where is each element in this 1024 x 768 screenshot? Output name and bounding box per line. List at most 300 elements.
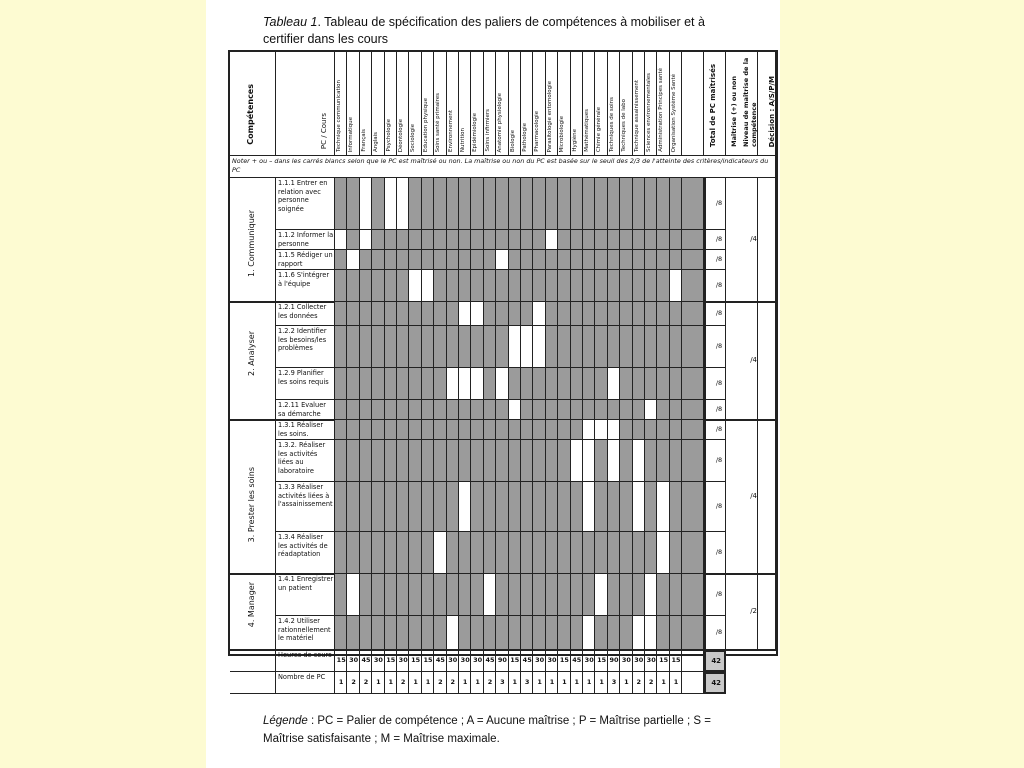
decision-cell[interactable] bbox=[758, 178, 776, 302]
mastery-input-cell[interactable] bbox=[471, 368, 483, 400]
row-total-value: /8 bbox=[715, 425, 723, 433]
shaded-cell bbox=[571, 270, 583, 302]
row-total-value: /8 bbox=[715, 379, 723, 387]
shaded-cell bbox=[521, 532, 533, 574]
summary-value-cell bbox=[397, 672, 409, 694]
shaded-cell bbox=[347, 400, 359, 420]
legend-text: : PC = Palier de compétence ; A = Aucune maîtrise ; P = Maîtrise partielle ; S = Maîtrise satisfaisante ; M = Maîtrise maximale. bbox=[263, 715, 711, 745]
summary-value: 15 bbox=[411, 656, 421, 664]
mastery-input-cell[interactable] bbox=[484, 574, 496, 616]
shaded-cell bbox=[471, 400, 483, 420]
summary-value: 30 bbox=[349, 656, 359, 664]
decision-header bbox=[758, 52, 776, 156]
shaded-cell bbox=[397, 230, 409, 250]
course-header-label: Biologie bbox=[509, 130, 516, 152]
mastery-input-cell[interactable] bbox=[360, 178, 372, 230]
decision-cell[interactable] bbox=[758, 302, 776, 420]
shaded-cell bbox=[434, 178, 446, 230]
mastery-input-cell[interactable] bbox=[546, 230, 558, 250]
shaded-cell bbox=[409, 440, 421, 482]
shaded-cell bbox=[397, 482, 409, 532]
mastery-input-cell[interactable] bbox=[608, 420, 620, 440]
pc-row-label bbox=[276, 178, 335, 230]
shaded-cell bbox=[447, 400, 459, 420]
mastery-input-cell[interactable] bbox=[509, 400, 521, 420]
summary-value: 1 bbox=[413, 678, 418, 686]
shaded-cell bbox=[496, 400, 508, 420]
shaded-cell bbox=[409, 178, 421, 230]
competence-group-label bbox=[230, 574, 276, 650]
course-header-label: Education physique bbox=[422, 97, 429, 152]
shaded-cell bbox=[620, 400, 632, 420]
competence-total-value: /2 bbox=[750, 607, 757, 615]
shaded-cell bbox=[558, 368, 570, 400]
shaded-cell bbox=[360, 574, 372, 616]
mastery-input-cell[interactable] bbox=[347, 574, 359, 616]
mastery-input-cell[interactable] bbox=[360, 230, 372, 250]
summary-value: 1 bbox=[512, 678, 518, 686]
shaded-cell bbox=[335, 482, 347, 532]
row-total-value: /8 bbox=[715, 255, 723, 263]
shaded-cell bbox=[521, 400, 533, 420]
mastery-input-cell[interactable] bbox=[583, 440, 595, 482]
shaded-cell bbox=[558, 532, 570, 574]
summary-value: 30 bbox=[584, 656, 594, 664]
shaded-cell bbox=[422, 532, 434, 574]
summary-value-cell bbox=[372, 672, 384, 694]
shaded-cell bbox=[509, 440, 521, 482]
shaded-cell bbox=[496, 440, 508, 482]
shaded-cell bbox=[422, 574, 434, 616]
specification-table bbox=[228, 50, 778, 687]
course-header bbox=[385, 52, 397, 156]
row-total-cell bbox=[704, 230, 726, 250]
pc-label-text: 1.3.1 Réaliser les soins. bbox=[278, 421, 324, 438]
mastery-input-cell[interactable] bbox=[397, 178, 409, 230]
shaded-cell bbox=[422, 178, 434, 230]
shaded-cell bbox=[335, 616, 347, 650]
shaded-cell bbox=[347, 482, 359, 532]
course-header bbox=[360, 52, 372, 156]
summary-value: 30 bbox=[373, 656, 383, 664]
shaded-cell bbox=[558, 482, 570, 532]
mastery-input-cell[interactable] bbox=[496, 250, 508, 270]
row-total-cell bbox=[704, 400, 726, 420]
summary-value: 30 bbox=[634, 656, 644, 664]
shaded-cell bbox=[670, 368, 682, 400]
summary-value-cell bbox=[471, 650, 483, 672]
summary-value-cell bbox=[657, 672, 669, 694]
shaded-cell bbox=[471, 326, 483, 368]
shaded-cell bbox=[533, 250, 545, 270]
shaded-cell bbox=[509, 302, 521, 326]
mastery-input-cell[interactable] bbox=[422, 270, 434, 302]
row-total-cell bbox=[704, 368, 726, 400]
summary-value-cell bbox=[484, 650, 496, 672]
course-header-label: Anglais bbox=[373, 131, 380, 152]
shaded-cell bbox=[571, 302, 583, 326]
shaded-cell bbox=[558, 574, 570, 616]
mastery-input-cell[interactable] bbox=[409, 270, 421, 302]
shaded-cell bbox=[422, 230, 434, 250]
mastery-input-cell[interactable] bbox=[509, 326, 521, 368]
mastery-input-cell[interactable] bbox=[533, 302, 545, 326]
mastery-input-cell[interactable] bbox=[583, 420, 595, 440]
shaded-cell bbox=[360, 302, 372, 326]
shaded-cell bbox=[372, 532, 384, 574]
shaded-cell bbox=[633, 250, 645, 270]
shaded-cell bbox=[546, 616, 558, 650]
shaded-cell bbox=[372, 178, 384, 230]
row-total-cell bbox=[704, 482, 726, 532]
shaded-cell bbox=[558, 440, 570, 482]
course-header-label: Sciences environnementales bbox=[646, 73, 652, 152]
summary-value: 1 bbox=[673, 678, 679, 686]
course-header bbox=[459, 52, 471, 156]
summary-value: 1 bbox=[562, 678, 567, 686]
summary-value-cell bbox=[558, 650, 570, 672]
shaded-cell bbox=[682, 440, 704, 482]
mastery-input-cell[interactable] bbox=[434, 532, 446, 574]
shaded-cell bbox=[571, 616, 583, 650]
shaded-cell bbox=[484, 326, 496, 368]
shaded-cell bbox=[620, 368, 632, 400]
shaded-cell bbox=[509, 178, 521, 230]
instruction-note bbox=[230, 156, 776, 178]
shaded-cell bbox=[434, 574, 446, 616]
summary-value: 3 bbox=[500, 678, 505, 686]
shaded-cell bbox=[620, 178, 632, 230]
course-header bbox=[533, 52, 545, 156]
shaded-cell bbox=[657, 326, 669, 368]
mastery-input-cell[interactable] bbox=[471, 302, 483, 326]
shaded-cell bbox=[608, 532, 620, 574]
mastery-input-cell[interactable] bbox=[608, 440, 620, 482]
shaded-cell bbox=[670, 616, 682, 650]
pc-label-text: 1.4.1 Enregistrer un patient bbox=[278, 575, 334, 592]
mastery-input-cell[interactable] bbox=[459, 368, 471, 400]
shaded-cell bbox=[434, 440, 446, 482]
summary-value-cell bbox=[521, 650, 533, 672]
shaded-cell bbox=[447, 230, 459, 250]
shaded-cell bbox=[496, 482, 508, 532]
summary-value: 2 bbox=[636, 678, 642, 686]
course-header-label: Psychologie bbox=[385, 119, 392, 152]
shaded-cell bbox=[434, 326, 446, 368]
summary-value: 15 bbox=[671, 656, 681, 664]
summary-value-cell bbox=[521, 672, 533, 694]
shaded-cell bbox=[533, 178, 545, 230]
shaded-cell bbox=[583, 270, 595, 302]
mastery-input-cell[interactable] bbox=[496, 368, 508, 400]
summary-value: 2 bbox=[400, 678, 406, 686]
mastery-input-cell[interactable] bbox=[385, 178, 397, 230]
shaded-cell bbox=[620, 230, 632, 250]
summary-value-cell bbox=[558, 672, 570, 694]
mastery-header bbox=[726, 52, 758, 156]
summary-value: 1 bbox=[599, 678, 604, 686]
shaded-cell bbox=[496, 616, 508, 650]
shaded-cell bbox=[422, 440, 434, 482]
shaded-cell bbox=[484, 440, 496, 482]
shaded-cell bbox=[496, 270, 508, 302]
mastery-input-cell[interactable] bbox=[521, 326, 533, 368]
pc-row-label bbox=[276, 482, 335, 532]
mastery-input-cell[interactable] bbox=[459, 302, 471, 326]
summary-value: 90 bbox=[609, 656, 619, 664]
shaded-cell bbox=[595, 400, 607, 420]
mastery-input-cell[interactable] bbox=[335, 230, 347, 250]
mastery-input-cell[interactable] bbox=[583, 616, 595, 650]
instruction-note-text: Noter + ou – dans les carrés blancs selon que le PC est maîtrisé ou non. La maîtrise ou non du PC est basée sur le seuil des 2/3 de l'atteinte des critères/indicateurs du PC bbox=[232, 157, 769, 174]
mastery-input-cell[interactable] bbox=[459, 482, 471, 532]
shaded-cell bbox=[633, 532, 645, 574]
shaded-cell bbox=[645, 270, 657, 302]
shaded-cell bbox=[670, 420, 682, 440]
shaded-cell bbox=[608, 326, 620, 368]
summary-value-cell bbox=[335, 672, 347, 694]
shaded-cell bbox=[422, 400, 434, 420]
mastery-input-cell[interactable] bbox=[583, 482, 595, 532]
shaded-cell bbox=[533, 440, 545, 482]
summary-blank-cell bbox=[682, 672, 704, 694]
shaded-cell bbox=[372, 302, 384, 326]
course-header-label: Sociologie bbox=[410, 123, 417, 152]
mastery-input-cell[interactable] bbox=[447, 368, 459, 400]
legend-label: Légende bbox=[263, 715, 308, 727]
shaded-cell bbox=[620, 532, 632, 574]
shaded-cell bbox=[471, 574, 483, 616]
shaded-cell bbox=[335, 574, 347, 616]
pc-row-label bbox=[276, 270, 335, 302]
row-total-cell bbox=[704, 440, 726, 482]
shaded-cell bbox=[409, 302, 421, 326]
shaded-cell bbox=[471, 178, 483, 230]
summary-total-cell bbox=[704, 650, 726, 672]
mastery-input-cell[interactable] bbox=[645, 400, 657, 420]
competence-name: 1. Communiquer bbox=[247, 210, 256, 277]
shaded-cell bbox=[459, 616, 471, 650]
shaded-cell bbox=[620, 574, 632, 616]
shaded-cell bbox=[533, 420, 545, 440]
shaded-cell bbox=[682, 400, 704, 420]
shaded-cell bbox=[682, 302, 704, 326]
shaded-cell bbox=[447, 178, 459, 230]
shaded-cell bbox=[409, 420, 421, 440]
shaded-cell bbox=[397, 574, 409, 616]
summary-value: 1 bbox=[624, 678, 629, 686]
mastery-input-cell[interactable] bbox=[571, 440, 583, 482]
shaded-cell bbox=[521, 250, 533, 270]
shaded-cell bbox=[434, 420, 446, 440]
shaded-cell bbox=[447, 250, 459, 270]
shaded-cell bbox=[459, 440, 471, 482]
mastery-input-cell[interactable] bbox=[645, 616, 657, 650]
summary-blank-cell bbox=[682, 650, 704, 672]
summary-blank-cell bbox=[230, 672, 276, 694]
summary-value-cell bbox=[360, 650, 372, 672]
pc-label-text: 1.4.2 Utiliser rationnellement le matériel bbox=[278, 617, 331, 642]
course-header bbox=[633, 52, 645, 156]
shaded-cell bbox=[620, 302, 632, 326]
mastery-input-cell[interactable] bbox=[633, 440, 645, 482]
pc-label-text: 1.2.9 Planifier les soins requis bbox=[278, 369, 329, 386]
shaded-cell bbox=[670, 250, 682, 270]
shaded-cell bbox=[558, 270, 570, 302]
shaded-cell bbox=[645, 326, 657, 368]
summary-value-cell bbox=[595, 650, 607, 672]
shaded-cell bbox=[484, 482, 496, 532]
mastery-input-cell[interactable] bbox=[633, 616, 645, 650]
mastery-input-cell[interactable] bbox=[595, 574, 607, 616]
shaded-cell bbox=[360, 616, 372, 650]
shaded-cell bbox=[447, 270, 459, 302]
shaded-cell bbox=[583, 574, 595, 616]
shaded-cell bbox=[546, 420, 558, 440]
shaded-cell bbox=[608, 178, 620, 230]
course-header bbox=[509, 52, 521, 156]
course-header bbox=[422, 52, 434, 156]
pc-label-text: 1.1.6 S'intégrer à l'équipe bbox=[278, 271, 330, 288]
summary-value-cell bbox=[533, 672, 545, 694]
shaded-cell bbox=[385, 532, 397, 574]
shaded-cell bbox=[372, 482, 384, 532]
shaded-cell bbox=[521, 616, 533, 650]
summary-value: 2 bbox=[648, 678, 654, 686]
shaded-cell bbox=[546, 574, 558, 616]
shaded-cell bbox=[372, 368, 384, 400]
row-total-value: /8 bbox=[715, 405, 723, 413]
mastery-input-cell[interactable] bbox=[347, 250, 359, 270]
summary-total-value: 42 bbox=[711, 679, 722, 687]
pc-row-label bbox=[276, 440, 335, 482]
summary-value-cell bbox=[583, 650, 595, 672]
shaded-cell bbox=[521, 574, 533, 616]
shaded-cell bbox=[409, 574, 421, 616]
shaded-cell bbox=[484, 302, 496, 326]
shaded-cell bbox=[422, 616, 434, 650]
pc-row-label bbox=[276, 302, 335, 326]
mastery-input-cell[interactable] bbox=[608, 368, 620, 400]
summary-value-cell bbox=[509, 672, 521, 694]
course-header-label: Technique communication bbox=[336, 80, 342, 152]
mastery-input-cell[interactable] bbox=[533, 326, 545, 368]
course-header-label: Epidémiologie bbox=[472, 113, 479, 152]
row-total-value: /8 bbox=[715, 628, 723, 636]
shaded-cell bbox=[620, 420, 632, 440]
shaded-cell bbox=[459, 326, 471, 368]
shaded-cell bbox=[484, 178, 496, 230]
shaded-cell bbox=[645, 302, 657, 326]
summary-value: 30 bbox=[535, 656, 545, 664]
course-header-label: Technique assainissement bbox=[633, 80, 640, 152]
summary-value: 45 bbox=[572, 656, 582, 664]
summary-value-cell bbox=[608, 672, 620, 694]
pc-label-text: 1.3.3 Réaliser activités liées à l'assainissement bbox=[278, 483, 333, 508]
shaded-cell bbox=[521, 178, 533, 230]
shaded-cell bbox=[434, 250, 446, 270]
shaded-cell bbox=[558, 420, 570, 440]
shaded-cell bbox=[533, 574, 545, 616]
shaded-cell bbox=[521, 482, 533, 532]
pc-row-label bbox=[276, 400, 335, 420]
shaded-cell bbox=[471, 616, 483, 650]
summary-value: 15 bbox=[386, 656, 396, 664]
shaded-cell bbox=[335, 178, 347, 230]
summary-value-cell bbox=[447, 672, 459, 694]
shaded-cell bbox=[583, 230, 595, 250]
shaded-cell bbox=[360, 326, 372, 368]
shaded-cell bbox=[533, 400, 545, 420]
shaded-cell bbox=[620, 326, 632, 368]
shaded-cell bbox=[670, 302, 682, 326]
mastery-input-cell[interactable] bbox=[633, 482, 645, 532]
shaded-cell bbox=[447, 532, 459, 574]
row-total-value: /8 bbox=[715, 590, 723, 598]
summary-value-cell bbox=[633, 672, 645, 694]
course-header bbox=[521, 52, 533, 156]
mastery-input-cell[interactable] bbox=[595, 420, 607, 440]
shaded-cell bbox=[509, 616, 521, 650]
shaded-cell bbox=[521, 302, 533, 326]
shaded-cell bbox=[422, 302, 434, 326]
row-total-value: /8 bbox=[715, 199, 723, 207]
summary-value-cell bbox=[645, 650, 657, 672]
spacer-header bbox=[682, 52, 704, 156]
course-header-label: Environnement bbox=[447, 110, 454, 152]
shaded-cell bbox=[471, 440, 483, 482]
mastery-input-cell[interactable] bbox=[447, 616, 459, 650]
shaded-cell bbox=[360, 440, 372, 482]
shaded-cell bbox=[670, 326, 682, 368]
mastery-input-cell[interactable] bbox=[657, 532, 669, 574]
mastery-input-cell[interactable] bbox=[670, 270, 682, 302]
shaded-cell bbox=[409, 482, 421, 532]
summary-value-cell bbox=[447, 650, 459, 672]
decision-cell[interactable] bbox=[758, 574, 776, 650]
course-header-label: Pharmacologie bbox=[534, 111, 541, 152]
decision-cell[interactable] bbox=[758, 420, 776, 574]
shaded-cell bbox=[682, 250, 704, 270]
shaded-cell bbox=[571, 400, 583, 420]
mastery-input-cell[interactable] bbox=[645, 574, 657, 616]
shaded-cell bbox=[533, 482, 545, 532]
shaded-cell bbox=[385, 400, 397, 420]
course-header-label: Déontologie bbox=[398, 118, 404, 152]
mastery-input-cell[interactable] bbox=[657, 482, 669, 532]
row-total-cell bbox=[704, 532, 726, 574]
shaded-cell bbox=[571, 532, 583, 574]
course-header bbox=[496, 52, 508, 156]
row-total-cell bbox=[704, 616, 726, 650]
shaded-cell bbox=[595, 440, 607, 482]
summary-value: 30 bbox=[460, 656, 470, 664]
summary-value: 2 bbox=[351, 678, 356, 686]
pc-row-label bbox=[276, 532, 335, 574]
summary-value: 1 bbox=[376, 678, 381, 686]
competence-total-value: /4 bbox=[750, 235, 757, 243]
shaded-cell bbox=[633, 302, 645, 326]
level-header-label: Niveau de maîtrise de la compétence bbox=[742, 57, 759, 147]
summary-value: 30 bbox=[398, 656, 408, 664]
summary-value-cell bbox=[657, 650, 669, 672]
shaded-cell bbox=[633, 178, 645, 230]
shaded-cell bbox=[471, 270, 483, 302]
course-header-label: Chimie générale bbox=[596, 106, 603, 152]
shaded-cell bbox=[484, 368, 496, 400]
shaded-cell bbox=[670, 400, 682, 420]
shaded-cell bbox=[571, 574, 583, 616]
